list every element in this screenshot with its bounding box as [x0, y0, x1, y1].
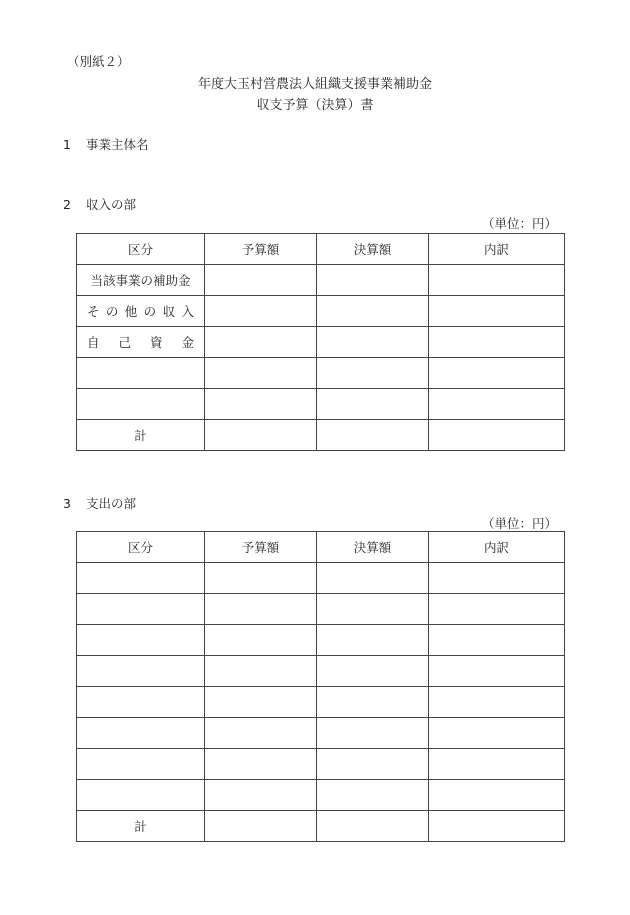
category-cell[interactable]	[77, 625, 205, 656]
breakdown-cell[interactable]	[429, 780, 565, 811]
table-row	[77, 358, 565, 389]
label-char: 入	[181, 304, 194, 319]
income-unit-label: （単位：円）	[481, 216, 557, 231]
budget-cell[interactable]	[205, 594, 317, 625]
table-header-row	[77, 532, 565, 563]
breakdown-cell[interactable]	[429, 358, 565, 389]
settlement-cell[interactable]	[317, 265, 429, 296]
breakdown-cell[interactable]	[429, 265, 565, 296]
label-char: そ	[87, 304, 100, 319]
table-row	[77, 718, 565, 749]
total-label: 計	[77, 811, 205, 842]
column-header-breakdown: 内訳	[429, 532, 565, 563]
section-2-label: 収入の部	[86, 197, 137, 212]
row-label-other-income	[77, 296, 205, 327]
budget-cell[interactable]	[205, 656, 317, 687]
breakdown-cell[interactable]	[429, 296, 565, 327]
category-cell[interactable]	[77, 780, 205, 811]
expense-rows	[77, 563, 565, 811]
row-label-empty[interactable]	[77, 389, 205, 420]
label-char: の	[105, 304, 119, 319]
table-row	[77, 296, 565, 327]
budget-cell[interactable]	[205, 389, 317, 420]
section-1-label: 事業主体名	[86, 137, 149, 152]
budget-cell[interactable]	[205, 358, 317, 389]
table-total-row	[77, 420, 565, 451]
settlement-cell[interactable]	[317, 749, 429, 780]
settlement-cell[interactable]	[317, 358, 429, 389]
budget-cell[interactable]	[205, 749, 317, 780]
label-char: の	[143, 304, 157, 319]
column-header-category: 区分	[77, 234, 205, 265]
column-header-budget: 予算額	[205, 532, 317, 563]
table-row	[77, 563, 565, 594]
label-char: 収	[162, 304, 176, 319]
category-cell[interactable]	[77, 594, 205, 625]
breakdown-cell[interactable]	[429, 594, 565, 625]
column-header-category: 区分	[77, 532, 205, 563]
spread-text-other-income	[77, 302, 204, 320]
budget-cell[interactable]	[205, 687, 317, 718]
breakdown-cell[interactable]	[429, 389, 565, 420]
spread-text-own-funds	[77, 333, 204, 351]
breakdown-cell[interactable]	[429, 625, 565, 656]
category-cell[interactable]	[77, 687, 205, 718]
section-3-heading	[63, 494, 136, 512]
settlement-cell[interactable]	[317, 687, 429, 718]
breakdown-total-cell[interactable]	[429, 420, 565, 451]
table-row	[77, 265, 565, 296]
settlement-total-cell[interactable]	[317, 420, 429, 451]
section-3-label: 支出の部	[86, 496, 137, 511]
settlement-cell[interactable]	[317, 296, 429, 327]
table-row	[77, 749, 565, 780]
column-header-settlement: 決算額	[317, 532, 429, 563]
budget-total-cell[interactable]	[205, 811, 317, 842]
settlement-total-cell[interactable]	[317, 811, 429, 842]
breakdown-total-cell[interactable]	[429, 811, 565, 842]
budget-cell[interactable]	[205, 265, 317, 296]
breakdown-cell[interactable]	[429, 563, 565, 594]
table-row	[77, 327, 565, 358]
breakdown-cell[interactable]	[429, 656, 565, 687]
row-label-own-funds	[77, 327, 205, 358]
table-row	[77, 656, 565, 687]
table-row	[77, 687, 565, 718]
income-table	[76, 233, 565, 451]
breakdown-cell[interactable]	[429, 749, 565, 780]
label-char: 自	[87, 335, 100, 350]
label-char: 他	[124, 304, 138, 319]
settlement-cell[interactable]	[317, 625, 429, 656]
budget-cell[interactable]	[205, 563, 317, 594]
row-label-empty[interactable]	[77, 358, 205, 389]
settlement-cell[interactable]	[317, 718, 429, 749]
category-cell[interactable]	[77, 563, 205, 594]
budget-cell[interactable]	[205, 327, 317, 358]
settlement-cell[interactable]	[317, 563, 429, 594]
document-subtitle: 収支予算（決算）書	[256, 98, 374, 113]
table-total-row	[77, 811, 565, 842]
category-cell[interactable]	[77, 656, 205, 687]
row-label-subsidy: 当該事業の補助金	[77, 265, 205, 296]
table-row	[77, 625, 565, 656]
table-header-row	[77, 234, 565, 265]
total-label: 計	[77, 420, 205, 451]
budget-cell[interactable]	[205, 780, 317, 811]
section-1-number: 1	[63, 137, 71, 152]
budget-total-cell[interactable]	[205, 420, 317, 451]
table-row	[77, 594, 565, 625]
expense-unit-label: （単位：円）	[481, 516, 557, 531]
table-row	[77, 389, 565, 420]
section-2-heading	[63, 195, 136, 213]
budget-cell[interactable]	[205, 296, 317, 327]
column-header-budget: 予算額	[205, 234, 317, 265]
breakdown-cell[interactable]	[429, 687, 565, 718]
breakdown-cell[interactable]	[429, 718, 565, 749]
expense-table	[76, 531, 565, 842]
settlement-cell[interactable]	[317, 389, 429, 420]
breakdown-cell[interactable]	[429, 327, 565, 358]
settlement-cell[interactable]	[317, 594, 429, 625]
section-1-heading	[63, 135, 149, 153]
attachment-label: （別紙２）	[67, 54, 130, 69]
document-title: 年度大玉村営農法人組織支援事業補助金	[197, 77, 432, 92]
label-char: 己	[118, 335, 131, 350]
category-cell[interactable]	[77, 718, 205, 749]
section-3-number: 3	[63, 496, 71, 511]
table-row	[77, 780, 565, 811]
label-char: 資	[149, 335, 163, 350]
category-cell[interactable]	[77, 749, 205, 780]
label-char: 金	[181, 335, 194, 350]
settlement-cell[interactable]	[317, 327, 429, 358]
budget-cell[interactable]	[205, 625, 317, 656]
settlement-cell[interactable]	[317, 656, 429, 687]
section-2-number: 2	[63, 197, 71, 212]
settlement-cell[interactable]	[317, 780, 429, 811]
budget-cell[interactable]	[205, 718, 317, 749]
column-header-breakdown: 内訳	[429, 234, 565, 265]
column-header-settlement: 決算額	[317, 234, 429, 265]
